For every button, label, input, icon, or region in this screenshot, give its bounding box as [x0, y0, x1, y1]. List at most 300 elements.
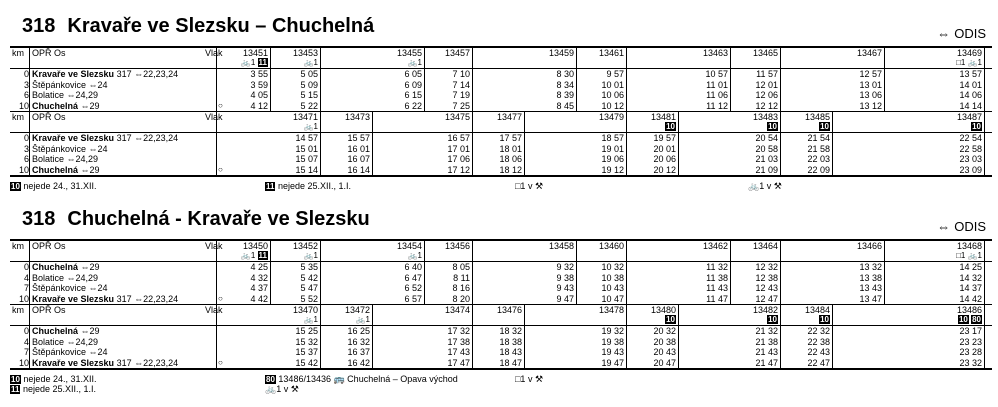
departure-time: 12 38	[755, 272, 778, 283]
station-label: Chuchelná	[32, 262, 79, 272]
departure-time: 7 10	[452, 69, 470, 79]
departure-time: 20 58	[755, 143, 778, 154]
condition-badge: 10	[768, 122, 777, 131]
column-divider	[780, 305, 781, 325]
station-name	[32, 154, 232, 165]
footnote-text: □1 v ⚒	[515, 181, 544, 191]
column-divider	[780, 90, 781, 101]
column-divider	[832, 165, 833, 176]
departure-time: 12 12	[755, 100, 778, 111]
departure-time: 6 52	[404, 283, 422, 293]
train-symbols	[630, 315, 676, 324]
train-number: 13461	[598, 48, 624, 58]
departure-time: 10 38	[601, 272, 624, 283]
column-divider	[29, 101, 30, 112]
column-divider	[626, 347, 627, 358]
timetable-header	[10, 241, 992, 262]
column-divider	[780, 144, 781, 155]
km-header: km	[12, 48, 24, 58]
station-row	[10, 133, 992, 144]
station-connections: ⇔24	[86, 143, 108, 154]
column-divider	[216, 358, 217, 369]
departure-time: 20 47	[653, 357, 676, 368]
footnote-text: nejede 25.XII., 1.I.	[277, 181, 352, 191]
column-divider	[372, 144, 373, 155]
column-divider	[472, 80, 473, 91]
departure-time: 19 57	[653, 133, 676, 143]
train-number: 13477	[496, 112, 522, 122]
column-divider	[29, 294, 30, 305]
departure-time: 23 28	[959, 347, 982, 357]
departure-time: 16 25	[347, 326, 370, 336]
departure-time: 8 11	[453, 272, 470, 283]
column-divider	[780, 262, 781, 273]
condition-badge: 11	[258, 58, 267, 67]
column-divider	[270, 101, 271, 112]
departure-time: 23 23	[959, 336, 982, 347]
departure-time: 6 09	[404, 79, 422, 90]
column-divider	[472, 144, 473, 155]
station-km: 6	[23, 154, 29, 164]
column-divider	[29, 69, 30, 80]
station-connections: 317 ⇔22,23,24	[114, 293, 179, 304]
station-name	[32, 273, 232, 284]
station-row	[10, 358, 992, 369]
column-divider	[832, 358, 833, 369]
transfer-icon: ⇔	[937, 219, 951, 234]
departure-time: 21 03	[755, 154, 778, 164]
footnote	[515, 374, 543, 384]
column-divider	[730, 48, 731, 68]
station-km: 0	[23, 326, 29, 336]
column-divider	[984, 69, 985, 80]
departure-time: 21 32	[755, 326, 778, 336]
column-divider	[626, 305, 627, 325]
column-divider	[216, 283, 217, 294]
column-divider	[730, 273, 731, 284]
condition-badge: 10	[820, 122, 829, 131]
condition-badge: 10	[768, 315, 777, 324]
departure-time: 22 38	[807, 336, 830, 347]
column-divider	[576, 294, 577, 305]
train-symbols	[272, 58, 318, 67]
column-divider	[780, 326, 781, 337]
departure-time: 8 05	[452, 262, 470, 272]
column-divider	[216, 273, 217, 284]
station-label: Štěpánkovice	[32, 79, 87, 90]
departure-time: 13 06	[859, 90, 882, 100]
bicycle-icon: 🚲1	[407, 58, 422, 67]
station-label: Kravaře ve Slezsku	[32, 133, 115, 143]
vlak-header: Vlak	[205, 241, 223, 251]
column-divider	[216, 262, 217, 273]
column-divider	[984, 241, 985, 261]
train-symbols	[732, 315, 778, 324]
column-divider	[270, 283, 271, 294]
column-divider	[576, 69, 577, 80]
departure-time: 12 43	[755, 283, 778, 293]
column-divider	[472, 112, 473, 132]
column-divider	[780, 112, 781, 132]
opr-header: OPŘ Os	[32, 305, 66, 315]
departure-time: 19 47	[601, 357, 624, 368]
departure-time: 6 57	[404, 293, 422, 304]
column-divider	[216, 326, 217, 337]
station-row	[10, 154, 992, 165]
footnote-text: 🚲1 v ⚒	[265, 384, 299, 394]
column-divider	[29, 262, 30, 273]
column-divider	[216, 294, 217, 305]
column-divider	[524, 112, 525, 132]
column-divider	[320, 326, 321, 337]
station-row	[10, 101, 992, 112]
bicycle-icon: 🚲1	[303, 251, 318, 260]
condition-badge: 10	[972, 122, 981, 131]
departure-time: 14 57	[295, 133, 318, 143]
train-number: 13487	[956, 112, 982, 122]
station-label: Štěpánkovice	[32, 283, 87, 293]
station-name	[32, 326, 232, 337]
column-divider	[678, 144, 679, 155]
station-connections: 317 ⇔22,23,24	[114, 133, 179, 143]
departure-time: 14 06	[959, 90, 982, 100]
column-divider	[984, 154, 985, 165]
train-number: 13465	[752, 48, 778, 58]
departure-time: 5 09	[300, 79, 318, 90]
departure-time: 13 43	[859, 283, 882, 293]
vlak-header: Vlak	[205, 305, 223, 315]
column-divider	[780, 165, 781, 176]
column-divider	[524, 305, 525, 325]
column-divider	[472, 101, 473, 112]
departure-time: 13 47	[859, 293, 882, 304]
column-divider	[29, 133, 30, 144]
train-symbols	[376, 251, 422, 260]
column-divider	[626, 358, 627, 369]
column-divider	[424, 262, 425, 273]
column-divider	[472, 347, 473, 358]
column-divider	[780, 337, 781, 348]
train-symbols	[784, 315, 830, 324]
station-connections: ⇔29	[78, 262, 100, 272]
departure-time: 20 01	[653, 143, 676, 154]
departure-time: 6 40	[404, 262, 422, 272]
station-label: Bolatice	[32, 336, 65, 347]
departure-time: 11 38	[706, 272, 728, 283]
column-divider	[884, 283, 885, 294]
station-row	[10, 326, 992, 337]
train-number: 13471	[292, 112, 318, 122]
condition-badge: 11	[11, 385, 20, 394]
station-name	[32, 69, 232, 80]
column-divider	[424, 80, 425, 91]
station-rows	[10, 262, 992, 304]
column-divider	[626, 165, 627, 176]
departure-time: 10 12	[601, 100, 624, 111]
opr-header: OPŘ Os	[32, 241, 66, 251]
departure-time: 20 43	[653, 347, 676, 357]
column-divider	[524, 337, 525, 348]
column-divider	[576, 48, 577, 68]
column-divider	[524, 326, 525, 337]
column-divider	[320, 347, 321, 358]
column-divider	[424, 101, 425, 112]
departure-time: 16 32	[347, 336, 370, 347]
departure-time: 10 06	[601, 90, 624, 100]
train-number: 13457	[444, 48, 470, 58]
train-symbols	[630, 122, 676, 131]
column-divider	[472, 165, 473, 176]
station-row	[10, 165, 992, 176]
column-divider	[524, 144, 525, 155]
station-km: 0	[23, 133, 29, 143]
column-divider	[472, 337, 473, 348]
train-number: 13484	[804, 305, 830, 315]
column-divider	[372, 358, 373, 369]
column-divider	[678, 154, 679, 165]
train-number: 13483	[752, 112, 778, 122]
train-number: 13482	[752, 305, 778, 315]
column-divider	[270, 241, 271, 261]
column-divider	[984, 133, 985, 144]
train-number: 13478	[598, 305, 624, 315]
departure-time: 15 14	[295, 164, 318, 175]
station-name	[32, 80, 232, 91]
train-number: 13450	[242, 241, 268, 251]
column-divider	[216, 305, 217, 325]
column-divider	[29, 90, 30, 101]
departure-time: 11 47	[706, 293, 728, 304]
station-label: Kravaře ve Slezsku	[32, 293, 115, 304]
station-label: Štěpánkovice	[32, 143, 87, 154]
departure-time: 8 20	[452, 293, 470, 304]
train-symbols	[222, 251, 268, 260]
footnote	[10, 374, 96, 384]
departure-time: 8 16	[452, 283, 470, 293]
station-km: 3	[23, 143, 29, 154]
station-name	[32, 347, 232, 358]
column-divider	[780, 48, 781, 68]
train-symbols	[936, 58, 982, 67]
column-divider	[576, 273, 577, 284]
column-divider	[29, 347, 30, 358]
departure-time: 17 43	[447, 347, 470, 357]
departure-time: 9 57	[606, 69, 624, 79]
departure-time: 16 07	[347, 154, 370, 164]
departure-time: 8 39	[556, 90, 574, 100]
condition-badge: 10	[958, 315, 968, 324]
column-divider	[524, 347, 525, 358]
column-divider	[678, 133, 679, 144]
station-row	[10, 90, 992, 101]
departure-time: 9 38	[556, 272, 574, 283]
station-rows	[10, 69, 992, 111]
departure-time: 10 43	[601, 283, 624, 293]
departure-time: 21 43	[755, 347, 778, 357]
station-connections: ⇔29	[78, 326, 100, 336]
bicycle-icon: 🚲1	[355, 315, 370, 324]
departure-time: 12 06	[755, 90, 778, 100]
column-divider	[472, 133, 473, 144]
km-header: km	[12, 112, 24, 122]
column-divider	[626, 241, 627, 261]
column-divider	[884, 294, 885, 305]
departure-time: 15 25	[295, 326, 318, 336]
column-divider	[320, 101, 321, 112]
departure-time: 4 37	[250, 283, 268, 293]
column-divider	[730, 69, 731, 80]
column-divider	[472, 283, 473, 294]
departure-time: 8 30	[556, 69, 574, 79]
column-divider	[780, 273, 781, 284]
departure-time: 20 12	[653, 164, 676, 175]
column-divider	[678, 337, 679, 348]
timetable-block	[10, 305, 992, 370]
departure-time: 18 06	[499, 154, 522, 164]
bicycle-icon: 🚲1	[303, 315, 318, 324]
column-divider	[884, 90, 885, 101]
column-divider	[472, 90, 473, 101]
departure-time: 19 06	[601, 154, 624, 164]
station-label: Bolatice	[32, 90, 65, 100]
departure-time: 6 47	[404, 272, 422, 283]
departure-time: 19 38	[601, 336, 624, 347]
train-number: 13460	[598, 241, 624, 251]
column-divider	[472, 154, 473, 165]
train-number: 13470	[292, 305, 318, 315]
condition-badge: 10	[11, 182, 20, 191]
column-divider	[984, 283, 985, 294]
column-divider	[320, 90, 321, 101]
station-km: 10	[18, 100, 29, 111]
column-divider	[984, 358, 985, 369]
column-divider	[29, 337, 30, 348]
column-divider	[320, 69, 321, 80]
column-divider	[780, 133, 781, 144]
station-connections: ⇔24	[86, 347, 108, 357]
column-divider	[29, 112, 30, 132]
column-divider	[832, 144, 833, 155]
km-header: km	[12, 305, 24, 315]
column-divider	[216, 241, 217, 261]
column-divider	[780, 69, 781, 80]
departure-time: 15 07	[295, 154, 318, 164]
train-number: 13453	[292, 48, 318, 58]
station-km: 0	[23, 69, 29, 79]
departure-time: 12 47	[755, 293, 778, 304]
station-label: Chuchelná	[32, 100, 79, 111]
column-divider	[29, 80, 30, 91]
departure-time: 5 05	[300, 69, 318, 79]
train-symbols	[376, 58, 422, 67]
departure-time: 21 47	[755, 357, 778, 368]
departure-time: 21 58	[807, 143, 830, 154]
column-divider	[320, 112, 321, 132]
column-divider	[576, 101, 577, 112]
column-divider	[29, 283, 30, 294]
column-divider	[216, 101, 217, 112]
bicycle-icon: 🚲1	[407, 251, 422, 260]
column-divider	[884, 273, 885, 284]
departure-time: 9 47	[556, 293, 574, 304]
column-divider	[320, 154, 321, 165]
column-divider	[372, 133, 373, 144]
departure-time: 22 32	[807, 326, 830, 336]
departure-time: 17 57	[499, 133, 522, 143]
column-divider	[372, 337, 373, 348]
column-divider	[884, 262, 885, 273]
column-divider	[678, 165, 679, 176]
departure-time: 21 09	[755, 164, 778, 175]
column-divider	[29, 273, 30, 284]
departure-time: 5 35	[300, 262, 318, 272]
column-divider	[730, 283, 731, 294]
column-divider	[780, 347, 781, 358]
departure-time: 5 15	[300, 90, 318, 100]
station-km: 10	[18, 357, 29, 368]
departure-time: 18 43	[499, 347, 522, 357]
column-divider	[678, 347, 679, 358]
station-row	[10, 294, 992, 305]
station-connections: ⇔24	[86, 283, 108, 293]
departure-time: 17 06	[447, 154, 470, 164]
departure-time: 21 54	[807, 133, 830, 143]
station-km: 4	[23, 336, 29, 347]
station-name	[32, 101, 232, 112]
station-km: 7	[23, 283, 29, 293]
column-divider	[984, 48, 985, 68]
departure-time: 8 34	[556, 79, 574, 90]
column-divider	[320, 305, 321, 325]
column-divider	[270, 48, 271, 68]
timetable-table	[10, 46, 992, 191]
opr-header: OPŘ Os	[32, 48, 66, 58]
column-divider	[626, 90, 627, 101]
column-divider	[832, 326, 833, 337]
train-number: 13458	[548, 241, 574, 251]
station-row	[10, 347, 992, 358]
column-divider	[884, 241, 885, 261]
departure-time: 18 32	[499, 326, 522, 336]
column-divider	[884, 101, 885, 112]
station-name	[32, 294, 232, 305]
departure-time: 18 12	[499, 164, 522, 175]
condition-badge: 10	[820, 315, 829, 324]
departure-time: 4 12	[250, 100, 268, 111]
footnote-text: □1 v ⚒	[515, 374, 544, 384]
departure-time: 17 32	[447, 326, 470, 336]
train-symbols	[784, 122, 830, 131]
station-row	[10, 69, 992, 80]
column-divider	[984, 305, 985, 325]
column-divider	[320, 165, 321, 176]
column-divider	[626, 337, 627, 348]
column-divider	[372, 347, 373, 358]
departure-time: 5 47	[300, 283, 318, 293]
departure-time: 22 54	[959, 133, 982, 143]
column-divider	[524, 154, 525, 165]
column-divider	[320, 144, 321, 155]
departure-time: 9 43	[556, 283, 574, 293]
departure-time: 22 43	[807, 347, 830, 357]
station-label: Chuchelná	[32, 164, 79, 175]
departure-time: 5 52	[300, 293, 318, 304]
bicycle-icon: □1	[956, 58, 966, 67]
column-divider	[832, 347, 833, 358]
train-number: 13452	[292, 241, 318, 251]
departure-time: 19 01	[601, 143, 624, 154]
odis-label: ⇔ ODIS	[937, 219, 986, 234]
